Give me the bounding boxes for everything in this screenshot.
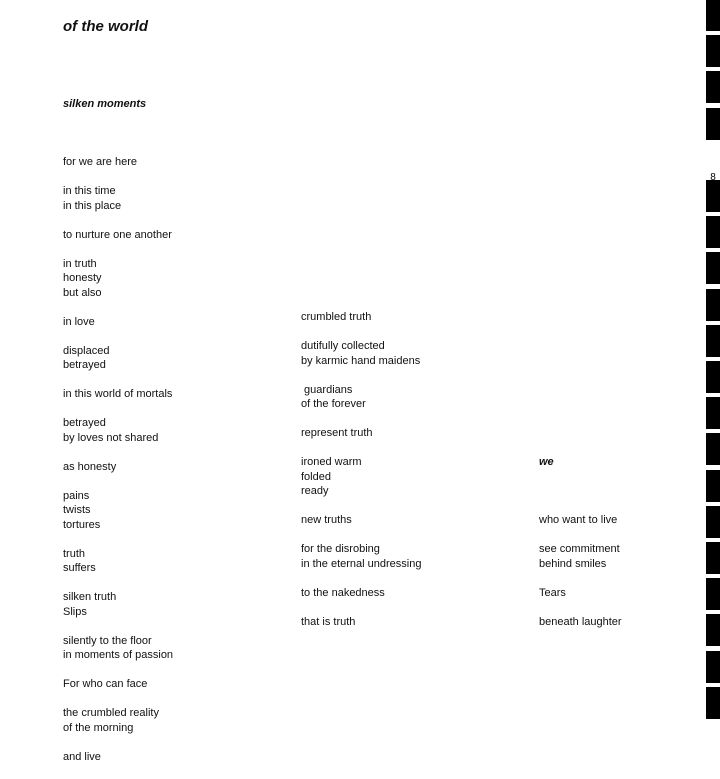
chapter-tab [706, 289, 720, 321]
poem-line: who want to live [539, 514, 618, 526]
poem-line: the crumbled reality [63, 707, 159, 719]
poem-line: but also [63, 286, 102, 299]
poem-line: honesty [63, 272, 102, 284]
poem-line: in moments of passion [63, 649, 174, 661]
stanza [539, 542, 720, 571]
poem-line: ironed warm [301, 456, 362, 468]
stanza [63, 489, 283, 533]
poem-silken-moments [63, 68, 283, 779]
stanza [539, 586, 720, 601]
poem-line: for the disrobing [301, 543, 380, 555]
stanza [63, 344, 283, 373]
stanza [63, 257, 283, 301]
poem-line: as honesty [63, 460, 117, 473]
stanza-gap [301, 368, 521, 383]
poem-line: by karmic hand maidens [301, 354, 421, 367]
chapter-tab-active [706, 144, 720, 176]
stanza [301, 542, 521, 571]
poem-line: in this time [63, 185, 116, 197]
poem-body [539, 499, 720, 630]
stanza [301, 586, 521, 601]
chapter-tab [706, 180, 720, 212]
poem-line: For who can face [63, 678, 148, 690]
stanza-gap [539, 571, 720, 586]
stanza-gap [539, 528, 720, 543]
stanza-gap [539, 499, 720, 514]
poem-body [63, 141, 283, 765]
stanza [63, 155, 283, 170]
stanza [301, 310, 521, 325]
chapter-tab [706, 71, 720, 103]
stanza [63, 677, 283, 692]
poem-line: Tears [539, 586, 566, 599]
poem-line: of the morning [63, 721, 134, 734]
poem-line: behind smiles [539, 557, 607, 570]
poem-line: represent truth [301, 427, 373, 439]
stanza [63, 590, 283, 619]
stanza-gap [63, 619, 283, 634]
poem-line: in the eternal undressing [301, 557, 422, 570]
stanza-gap [539, 600, 720, 615]
chapter-tab [706, 578, 720, 610]
stanza [63, 634, 283, 663]
poem-line: beneath laughter [539, 615, 622, 628]
stanza-gap [301, 325, 521, 340]
stanza [63, 750, 283, 765]
stanza-gap [63, 373, 283, 388]
section-title: of the world [63, 18, 148, 35]
page-number: 8 [710, 172, 716, 183]
stanza-gap [63, 576, 283, 591]
poem-line: dutifully collected [301, 340, 385, 352]
poem-line: pains [63, 489, 90, 502]
poem-line: in this world of mortals [63, 388, 173, 400]
stanza-gap [301, 412, 521, 427]
poem-line: that is truth [301, 615, 356, 628]
poem-title: we [539, 456, 554, 468]
stanza [63, 228, 283, 243]
poem-line: betrayed [63, 359, 106, 371]
poem-line: in this place [63, 199, 122, 212]
poem-we [539, 426, 720, 644]
poem-line: guardians [301, 383, 353, 396]
stanza [63, 315, 283, 330]
stanza-gap [63, 329, 283, 344]
stanza-gap [63, 692, 283, 707]
chapter-tab [706, 433, 720, 465]
stanza-gap [63, 663, 283, 678]
poem-line: Slips [63, 605, 87, 618]
stanza-gap [301, 499, 521, 514]
poem-line: and live [63, 750, 101, 763]
poem-line: ready [301, 485, 329, 497]
poem-line: tortures [63, 518, 101, 531]
poem-line: twists [63, 504, 91, 516]
poem-line: silken truth [63, 591, 117, 603]
chapter-tab [706, 35, 720, 67]
chapter-tab [706, 397, 720, 429]
chapter-tab [706, 0, 720, 31]
stanza-gap [63, 735, 283, 750]
stanza-gap [301, 600, 521, 615]
poem-line: folded [301, 470, 331, 483]
poem-line: truth [63, 547, 86, 560]
stanza [301, 383, 521, 412]
poem-title: silken moments [63, 98, 147, 110]
stanza [63, 706, 283, 735]
poem-line: betrayed [63, 417, 106, 429]
stanza [539, 513, 720, 528]
chapter-tab [706, 614, 720, 646]
chapter-tab [706, 651, 720, 683]
stanza-gap [301, 441, 521, 456]
poem-line: by loves not shared [63, 431, 159, 444]
chapter-tab [706, 325, 720, 357]
stanza [301, 426, 521, 441]
stanza-gap [63, 445, 283, 460]
stanza-gap [301, 528, 521, 543]
stanza-gap [63, 170, 283, 185]
chapter-tab [706, 216, 720, 248]
stanza [63, 460, 283, 475]
poem-line: of the forever [301, 398, 366, 410]
stanza-gap [63, 242, 283, 257]
chapter-tab [706, 687, 720, 719]
poem-line: new truths [301, 514, 352, 526]
poem-line: to the nakedness [301, 586, 385, 599]
stanza [63, 184, 283, 213]
poem-crumbled-truth [301, 281, 521, 644]
stanza-gap [301, 571, 521, 586]
stanza-gap [63, 532, 283, 547]
stanza [63, 547, 283, 576]
chapter-tab [706, 470, 720, 502]
poem-line: suffers [63, 562, 96, 574]
chapter-tab [706, 108, 720, 140]
stanza [539, 615, 720, 630]
stanza-gap [63, 300, 283, 315]
stanza-gap [63, 213, 283, 228]
stanza [301, 339, 521, 368]
poem-line: to nurture one another [63, 228, 172, 241]
stanza [301, 455, 521, 499]
poem-line: in truth [63, 257, 97, 270]
poem-line: displaced [63, 344, 110, 357]
poem-line: for we are here [63, 156, 137, 168]
poem-body [301, 310, 521, 629]
stanza [63, 387, 283, 402]
stanza [301, 513, 521, 528]
chapter-tab-strip [706, 0, 720, 720]
stanza [301, 615, 521, 630]
chapter-tab [706, 506, 720, 538]
stanza-gap [63, 474, 283, 489]
poem-line: see commitment [539, 543, 620, 555]
poem-line: silently to the floor [63, 634, 152, 647]
poem-line: in love [63, 315, 95, 328]
stanza-gap [63, 141, 283, 156]
poem-line: crumbled truth [301, 311, 372, 323]
chapter-tab [706, 361, 720, 393]
stanza [63, 416, 283, 445]
chapter-tab [706, 252, 720, 284]
stanza-gap [63, 402, 283, 417]
chapter-tab [706, 542, 720, 574]
